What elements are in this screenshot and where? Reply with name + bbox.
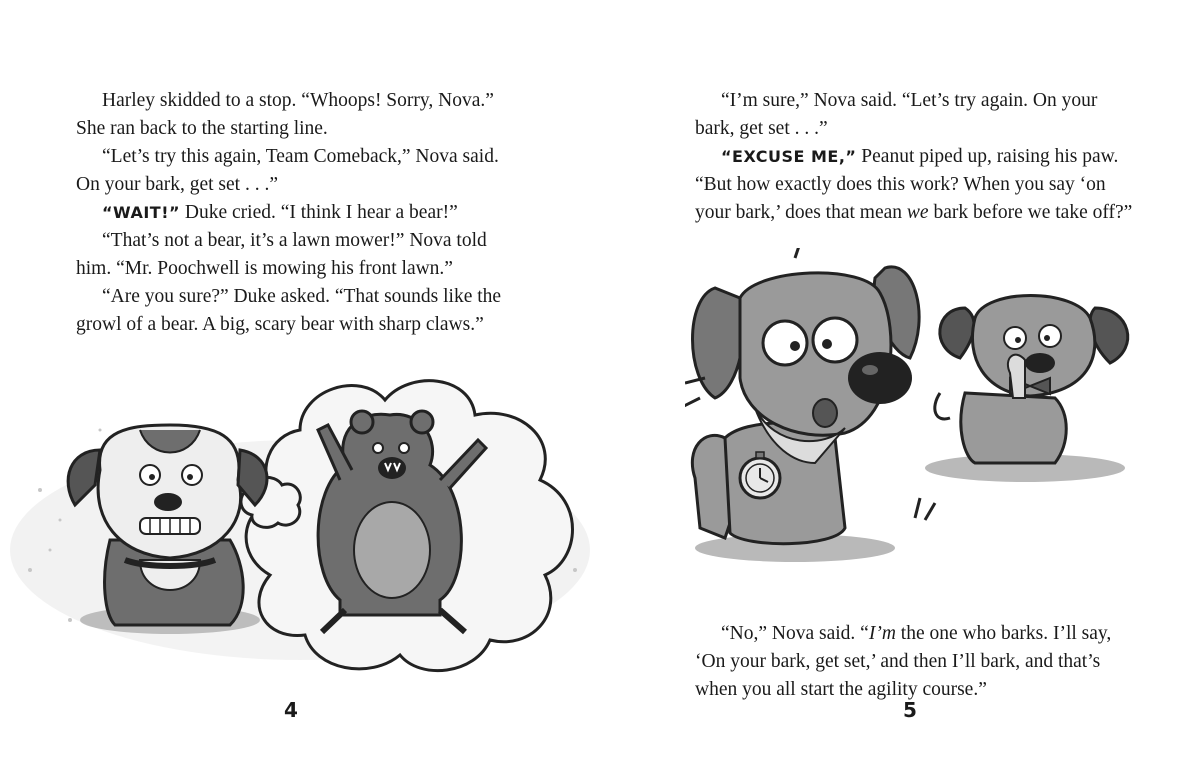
nova-dog	[692, 267, 919, 544]
page-number: 5	[903, 698, 917, 722]
text-span: Peanut piped up, raising his paw.	[856, 146, 1119, 167]
text-line	[695, 143, 1155, 171]
text-line: “That’s not a bear, it’s a lawn mower!” Nova told	[102, 230, 487, 251]
text-line	[695, 199, 1155, 227]
emphasis-text: we	[906, 202, 929, 223]
page-number: 4	[284, 698, 298, 722]
text-line: She ran back to the starting line.	[76, 118, 328, 139]
text-line: “But how exactly does this work? When you say ‘on	[695, 174, 1106, 195]
text-line: bark, get set . . .”	[695, 118, 828, 139]
text-line: Harley skidded to a stop. “Whoops! Sorry, Nova.”	[102, 90, 494, 111]
text-line: “Are you sure?” Duke asked. “That sounds like the	[102, 286, 502, 307]
text-line	[695, 620, 1155, 648]
left-page-text	[76, 87, 526, 339]
text-line: “Let’s try this again, Team Comeback,” Nova said.	[102, 146, 499, 167]
text-line	[76, 199, 526, 227]
shout-text: “EXCUSE ME,”	[721, 147, 857, 166]
text-span: Duke cried. “I think I hear a bear!”	[180, 202, 458, 223]
text-line: growl of a bear. A big, scary bear with sharp claws.”	[76, 314, 484, 335]
duke-bear-illustration	[0, 370, 600, 700]
text-line: “I’m sure,” Nova said. “Let’s try again. On your	[721, 90, 1098, 111]
text-line: him. “Mr. Poochwell is mowing his front lawn.”	[76, 258, 453, 279]
right-page-text-bottom	[695, 620, 1155, 704]
text-span: bark before we take off?”	[928, 202, 1133, 223]
right-page	[600, 0, 1200, 758]
text-line: On your bark, get set . . .”	[76, 174, 278, 195]
nova-peanut-illustration	[685, 248, 1165, 568]
text-span: “No,” Nova said. “	[721, 623, 869, 644]
text-line: ‘On your bark, get set,’ and then I’ll bark, and that’s	[695, 651, 1101, 672]
text-span: your bark,’ does that mean	[695, 202, 907, 223]
peanut-dog	[935, 296, 1128, 464]
text-line: when you all start the agility course.”	[695, 679, 987, 700]
emphasis-text: I’m	[868, 623, 896, 644]
right-page-text-top	[695, 87, 1155, 227]
text-span: the one who barks. I’ll say,	[895, 623, 1112, 644]
shout-text: “WAIT!”	[102, 203, 181, 222]
